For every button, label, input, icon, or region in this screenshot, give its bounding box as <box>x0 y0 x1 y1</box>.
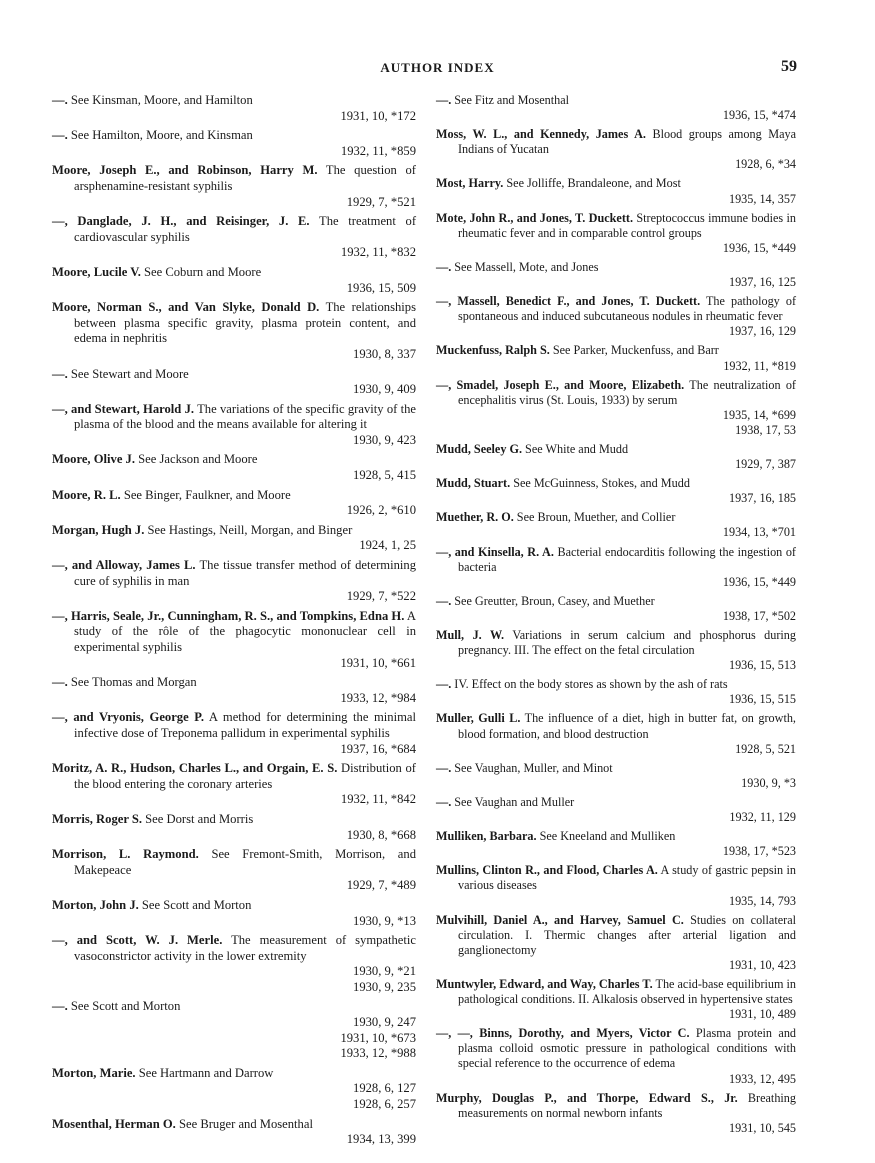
entry-text <box>436 176 796 191</box>
entry-author: Muckenfuss, Ralph S. <box>436 343 550 358</box>
entry-text <box>52 710 416 741</box>
entry-description: See Kneeland and Mulliken <box>536 829 676 844</box>
entry-author: Murphy, Douglas P., and Thorpe, Edward S., Jr. <box>436 1090 738 1105</box>
entry-text <box>436 913 796 958</box>
entry-description: See Vaughan, Muller, and Minot <box>454 760 613 775</box>
index-entry <box>436 677 796 707</box>
entry-text <box>52 999 416 1015</box>
entry-description: See McGuinness, Stokes, and Mudd <box>510 476 690 491</box>
entry-text <box>52 265 416 281</box>
entry-text <box>436 378 796 408</box>
entry-author: Moritz, A. R., Hudson, Charles L., and Orgain, E. S. <box>52 761 338 776</box>
entry-description: IV. Effect on the body stores as shown by the ash of rats <box>454 677 728 692</box>
entry-citation: 1937, 16, 125 <box>728 275 796 290</box>
entry-citation: 1929, 7, *521 <box>346 194 416 209</box>
entry-citation: 1931, 10, 545 <box>728 1120 796 1135</box>
entry-description: The neutralization of encephalitis virus (St. Louis, 1933) by serum <box>458 377 796 407</box>
entry-text <box>436 442 796 457</box>
index-entry <box>52 609 416 671</box>
index-entry <box>52 488 416 519</box>
index-entry <box>52 452 416 483</box>
entry-author: Mulvihill, Daniel A., and Harvey, Samuel C. <box>436 912 684 927</box>
entry-description: Bacterial endocarditis following the ingestion of bacteria <box>458 544 796 574</box>
entry-description: See Vaughan and Muller <box>454 794 575 809</box>
entry-author: —, and Alloway, James L. <box>52 558 196 573</box>
index-entry <box>436 545 796 590</box>
index-entry <box>436 211 796 256</box>
index-entry <box>436 594 796 624</box>
entry-citation: 1935, 14, 357 <box>728 191 796 206</box>
index-entry <box>436 176 796 206</box>
index-entry <box>52 163 416 210</box>
entry-citation: 1933, 12, *984 <box>340 690 416 705</box>
entry-citation: 1933, 12, 495 <box>728 1071 796 1086</box>
entry-citation: 1932, 11, *819 <box>723 358 796 373</box>
entry-citation: 1937, 16, *684 <box>340 741 416 756</box>
entry-citation: 1928, 6, 257 <box>353 1097 416 1112</box>
entry-description: Distribution of the blood entering the coronary arteries <box>74 761 416 791</box>
entry-citation: 1930, 9, 423 <box>353 432 416 447</box>
index-entry <box>52 812 416 843</box>
entry-description: See Hamilton, Moore, and Kinsman <box>70 128 253 143</box>
page-header <box>0 60 875 82</box>
entry-citation: 1928, 6, 127 <box>353 1081 416 1096</box>
entry-author: Mull, J. W. <box>436 628 505 642</box>
entry-description: The treatment of cardiovascular syphilis <box>74 214 417 244</box>
entry-author: —. <box>436 794 455 809</box>
entry-description: See White and Mudd <box>522 441 629 456</box>
entry-description: See Parker, Muckenfuss, and Barr <box>549 343 719 358</box>
entry-author: —, —, Binns, Dorothy, and Myers, Victor C. <box>436 1026 690 1041</box>
index-entry <box>436 476 796 506</box>
index-entry <box>52 847 416 894</box>
entry-text <box>52 761 416 792</box>
index-entry <box>436 711 796 756</box>
left-column <box>52 93 416 1152</box>
entry-text <box>436 628 796 658</box>
entry-description: See Broun, Muether, and Collier <box>513 510 676 525</box>
entry-text <box>52 523 416 539</box>
entry-author: Muller, Gulli L. <box>436 711 521 726</box>
entry-description: A method for determining the minimal infective dose of Treponema pallidum in experimental syphilis <box>74 710 416 740</box>
index-entry <box>52 710 416 757</box>
entry-citation: 1930, 9, 409 <box>353 382 416 397</box>
index-entry <box>436 628 796 673</box>
entry-author: Moore, Joseph E., and Robinson, Harry M. <box>52 163 318 178</box>
index-entry <box>52 1066 416 1113</box>
index-entry <box>52 523 416 554</box>
index-entry <box>436 127 796 172</box>
entry-text <box>436 711 796 741</box>
entry-citation: 1933, 12, *988 <box>340 1046 416 1061</box>
entry-author: Morton, Marie. <box>52 1065 136 1080</box>
entry-description: See Scott and Morton <box>138 897 252 912</box>
index-entry <box>52 128 416 159</box>
entry-description: Plasma protein and plasma colloid osmotic pressure in pathological conditions with special reference to the occurrence of edema <box>458 1026 797 1071</box>
entry-author: —, and Vryonis, George P. <box>52 710 204 725</box>
entry-citation: 1931, 10, *172 <box>340 108 416 123</box>
entry-author: Mullins, Clinton R., and Flood, Charles A. <box>436 863 658 878</box>
entry-citation: 1934, 13, *701 <box>722 525 796 540</box>
entry-description: See Massell, Mote, and Jones <box>454 259 599 274</box>
entry-text <box>436 260 796 275</box>
entry-author: Most, Harry. <box>436 176 504 191</box>
entry-author: —. <box>52 675 71 690</box>
right-column <box>436 93 796 1140</box>
entry-text <box>52 609 416 656</box>
entry-description: See Kinsman, Moore, and Hamilton <box>70 93 253 107</box>
entry-author: Muether, R. O. <box>436 510 514 525</box>
entry-citation: 1930, 9, *21 <box>353 964 416 979</box>
entry-text <box>436 677 796 692</box>
entry-description: The influence of a diet, high in butter fat, on growth, blood formation, and blood destruction <box>458 711 796 741</box>
index-entry <box>52 1117 416 1148</box>
entry-description: See Bruger and Mosenthal <box>175 1116 313 1131</box>
entry-text <box>436 510 796 525</box>
entry-citation: 1926, 2, *610 <box>346 503 416 518</box>
entry-author: —, Harris, Seale, Jr., Cunningham, R. S., and Tompkins, Edna H. <box>52 608 405 623</box>
entry-text <box>436 977 796 1007</box>
index-entry <box>436 1026 796 1086</box>
entry-text <box>52 300 416 347</box>
entry-text <box>436 127 796 157</box>
entry-description: The question of arsphenamine-resistant syphilis <box>74 163 417 193</box>
entry-author: Mudd, Stuart. <box>436 476 511 491</box>
entry-text <box>52 675 416 691</box>
entry-description: The pathology of spontaneous and induced subcutaneous nodules in rheumatic fever <box>458 294 797 324</box>
entry-description: The tissue transfer method of determining cure of syphilis in man <box>74 558 416 588</box>
entry-author: —. <box>436 593 455 608</box>
entry-text <box>436 1091 796 1121</box>
entry-citation: 1931, 10, *673 <box>340 1030 416 1045</box>
entry-text <box>52 93 416 109</box>
entry-description: Studies on collateral circulation. I. Thermic changes after arterial ligation and ganglionectomy <box>458 912 796 957</box>
entry-citation: 1936, 15, *474 <box>722 108 796 123</box>
entry-citation: 1929, 7, *522 <box>346 589 416 604</box>
entry-citation: 1924, 1, 25 <box>359 538 416 553</box>
page-number: 59 <box>781 58 797 75</box>
entry-citation: 1936, 15, *449 <box>722 240 796 255</box>
entry-citation: 1930, 9, *13 <box>353 913 416 928</box>
entry-text <box>436 594 796 609</box>
index-entry <box>436 93 796 123</box>
index-entry <box>52 761 416 808</box>
index-entry <box>436 761 796 791</box>
entry-description: See Jackson and Moore <box>135 452 258 467</box>
entry-text <box>436 863 796 893</box>
entry-description: See Stewart and Moore <box>70 366 189 381</box>
entry-citation: 1929, 7, *489 <box>346 878 416 893</box>
entry-description: The variations of the specific gravity of the plasma of the blood and the means available for altering it <box>74 401 416 432</box>
entry-description: See Coburn and Moore <box>140 264 262 279</box>
index-entry <box>52 402 416 449</box>
index-entry <box>436 260 796 290</box>
entry-author: Moore, Lucile V. <box>52 264 141 279</box>
entry-citation: 1931, 10, 423 <box>728 957 796 972</box>
index-entry <box>436 977 796 1022</box>
entry-author: Mote, John R., and Jones, T. Duckett. <box>436 210 634 225</box>
entry-text <box>436 211 796 241</box>
entry-description: A study of the rôle of the phagocytic mononuclear cell in experimental syphilis <box>74 608 416 654</box>
entry-author: Morris, Roger S. <box>52 811 143 826</box>
index-entry <box>436 343 796 373</box>
entry-text <box>436 829 796 844</box>
entry-text <box>436 294 796 324</box>
entry-text <box>52 402 416 433</box>
entry-description: Blood groups among Maya Indians of Yucatan <box>458 127 796 157</box>
entry-author: Mudd, Seeley G. <box>436 441 522 456</box>
entry-author: Morgan, Hugh J. <box>52 522 145 537</box>
entry-description: The relationships between plasma specific gravity, plasma protein content, and edema in nephritis <box>74 300 416 346</box>
entry-citation: 1928, 5, 521 <box>735 741 796 756</box>
entry-author: —, Massell, Benedict F., and Jones, T. Duckett. <box>436 294 701 309</box>
entry-citation: 1936, 15, 513 <box>728 658 796 673</box>
entry-citation: 1930, 9, 235 <box>353 979 416 994</box>
entry-description: See Fitz and Mosenthal <box>454 93 570 107</box>
entry-author: Morrison, L. Raymond. <box>52 847 199 862</box>
entry-author: —. <box>52 128 71 143</box>
index-entry <box>436 829 796 859</box>
entry-description: Streptococcus immune bodies in rheumatic fever and in comparable control groups <box>458 210 796 240</box>
entry-citation: 1928, 5, 415 <box>353 468 416 483</box>
index-entry <box>436 1091 796 1136</box>
entry-text <box>436 93 796 108</box>
entry-citation: 1936, 15, 509 <box>346 280 416 295</box>
entry-description: See Hartmann and Darrow <box>135 1065 274 1080</box>
entry-citation: 1934, 13, 399 <box>346 1132 416 1147</box>
entry-author: Moore, R. L. <box>52 487 121 502</box>
entry-citation: 1938, 17, *523 <box>722 844 796 859</box>
entry-author: Morton, John J. <box>52 897 139 912</box>
entry-text <box>52 1117 416 1133</box>
entry-author: —. <box>436 93 455 107</box>
entry-citation: 1930, 9, *3 <box>741 775 796 790</box>
running-title: AUTHOR INDEX <box>380 60 495 75</box>
entry-citation: 1929, 7, 387 <box>735 457 796 472</box>
index-entry <box>436 510 796 540</box>
entry-citation: 1932, 11, *842 <box>340 792 416 807</box>
entry-author: —. <box>52 366 71 381</box>
entry-author: —, and Scott, W. J. Merle. <box>52 933 223 948</box>
entry-citation: 1931, 10, *661 <box>340 655 416 670</box>
entry-description: See Thomas and Morgan <box>70 675 197 690</box>
entry-text <box>436 795 796 810</box>
index-entry <box>436 294 796 339</box>
entry-author: Moore, Olive J. <box>52 452 136 467</box>
index-entry <box>436 442 796 472</box>
index-entry <box>52 933 416 995</box>
entry-author: —, and Stewart, Harold J. <box>52 401 195 416</box>
index-entry <box>52 898 416 929</box>
entry-citation: 1932, 11, *859 <box>340 143 416 158</box>
entry-author: —, and Kinsella, R. A. <box>436 544 554 559</box>
entry-description: Variations in serum calcium and phosphorus during pregnancy. III. The effect on the fetal circulation <box>458 628 796 658</box>
entry-citation: 1930, 9, 247 <box>353 1015 416 1030</box>
entry-citation: 1938, 17, 53 <box>735 422 796 437</box>
entry-description: See Dorst and Morris <box>142 811 254 826</box>
entry-citation: 1932, 11, 129 <box>729 810 796 825</box>
entry-description: The acid-base equilibrium in pathological conditions. II. Alkalosis observed in hypertensive states <box>458 976 797 1007</box>
entry-citation: 1932, 11, *832 <box>340 245 416 260</box>
entry-text <box>52 933 416 964</box>
entry-description: See Binger, Faulkner, and Moore <box>120 487 291 502</box>
index-entry <box>436 795 796 825</box>
entry-author: —. <box>52 999 71 1014</box>
entry-author: —. <box>436 259 455 274</box>
entry-text <box>52 488 416 504</box>
entry-author: Mulliken, Barbara. <box>436 829 537 844</box>
entry-text <box>52 452 416 468</box>
index-entry <box>52 675 416 706</box>
entry-description: See Jolliffe, Brandaleone, and Most <box>503 176 681 191</box>
entry-description: See Hastings, Neill, Morgan, and Binger <box>144 522 353 537</box>
entry-description: A study of gastric pepsin in various diseases <box>458 863 796 893</box>
entry-citation: 1937, 16, 129 <box>728 324 796 339</box>
entry-text <box>52 367 416 383</box>
entry-text <box>52 214 416 245</box>
index-entry <box>52 367 416 398</box>
entry-citation: 1937, 16, 185 <box>728 491 796 506</box>
index-entry <box>52 999 416 1061</box>
index-entry <box>52 558 416 605</box>
entry-description: The measurement of sympathetic vasoconstrictor activity in the lower extremity <box>74 933 416 963</box>
index-entry <box>436 913 796 973</box>
entry-text <box>52 847 416 878</box>
entry-text <box>436 1026 796 1071</box>
entry-text <box>52 163 416 194</box>
entry-description: See Scott and Morton <box>70 999 181 1014</box>
entry-author: —, Smadel, Joseph E., and Moore, Elizabeth. <box>436 377 685 392</box>
entry-text <box>52 128 416 144</box>
entry-citation: 1935, 14, 793 <box>728 893 796 908</box>
index-entry <box>52 300 416 362</box>
index-entry <box>52 265 416 296</box>
entry-citation: 1930, 8, 337 <box>353 346 416 361</box>
entry-text <box>52 1066 416 1082</box>
entry-author: —. <box>436 760 455 775</box>
entry-text <box>436 343 796 358</box>
entry-text <box>436 761 796 776</box>
entry-citation: 1930, 8, *668 <box>346 827 416 842</box>
entry-description: Breathing measurements on normal newborn infants <box>458 1090 796 1120</box>
entry-author: —. <box>436 677 455 692</box>
entry-author: —. <box>52 93 71 107</box>
entry-author: Mosenthal, Herman O. <box>52 1116 176 1131</box>
entry-citation: 1938, 17, *502 <box>722 608 796 623</box>
entry-description: See Fremont-Smith, Morrison, and Makepeace <box>74 847 416 877</box>
entry-citation: 1936, 15, 515 <box>728 692 796 707</box>
entry-text <box>52 898 416 914</box>
index-entry <box>52 93 416 124</box>
entry-citation: 1931, 10, 489 <box>728 1007 796 1022</box>
entry-citation: 1935, 14, *699 <box>722 407 796 422</box>
entry-citation: 1928, 6, *34 <box>735 157 796 172</box>
entry-description: See Greutter, Broun, Casey, and Muether <box>454 593 655 608</box>
entry-text <box>436 476 796 491</box>
entry-text <box>436 545 796 575</box>
entry-text <box>52 558 416 589</box>
index-entry <box>52 214 416 261</box>
entry-citation: 1936, 15, *449 <box>722 574 796 589</box>
entry-author: Moore, Norman S., and Van Slyke, Donald D. <box>52 300 320 315</box>
index-entry <box>436 863 796 908</box>
entry-author: Moss, W. L., and Kennedy, James A. <box>436 127 646 142</box>
entry-author: —, Danglade, J. H., and Reisinger, J. E. <box>52 214 310 229</box>
entry-text <box>52 812 416 828</box>
entry-author: Muntwyler, Edward, and Way, Charles T. <box>436 976 653 991</box>
index-entry <box>436 378 796 438</box>
